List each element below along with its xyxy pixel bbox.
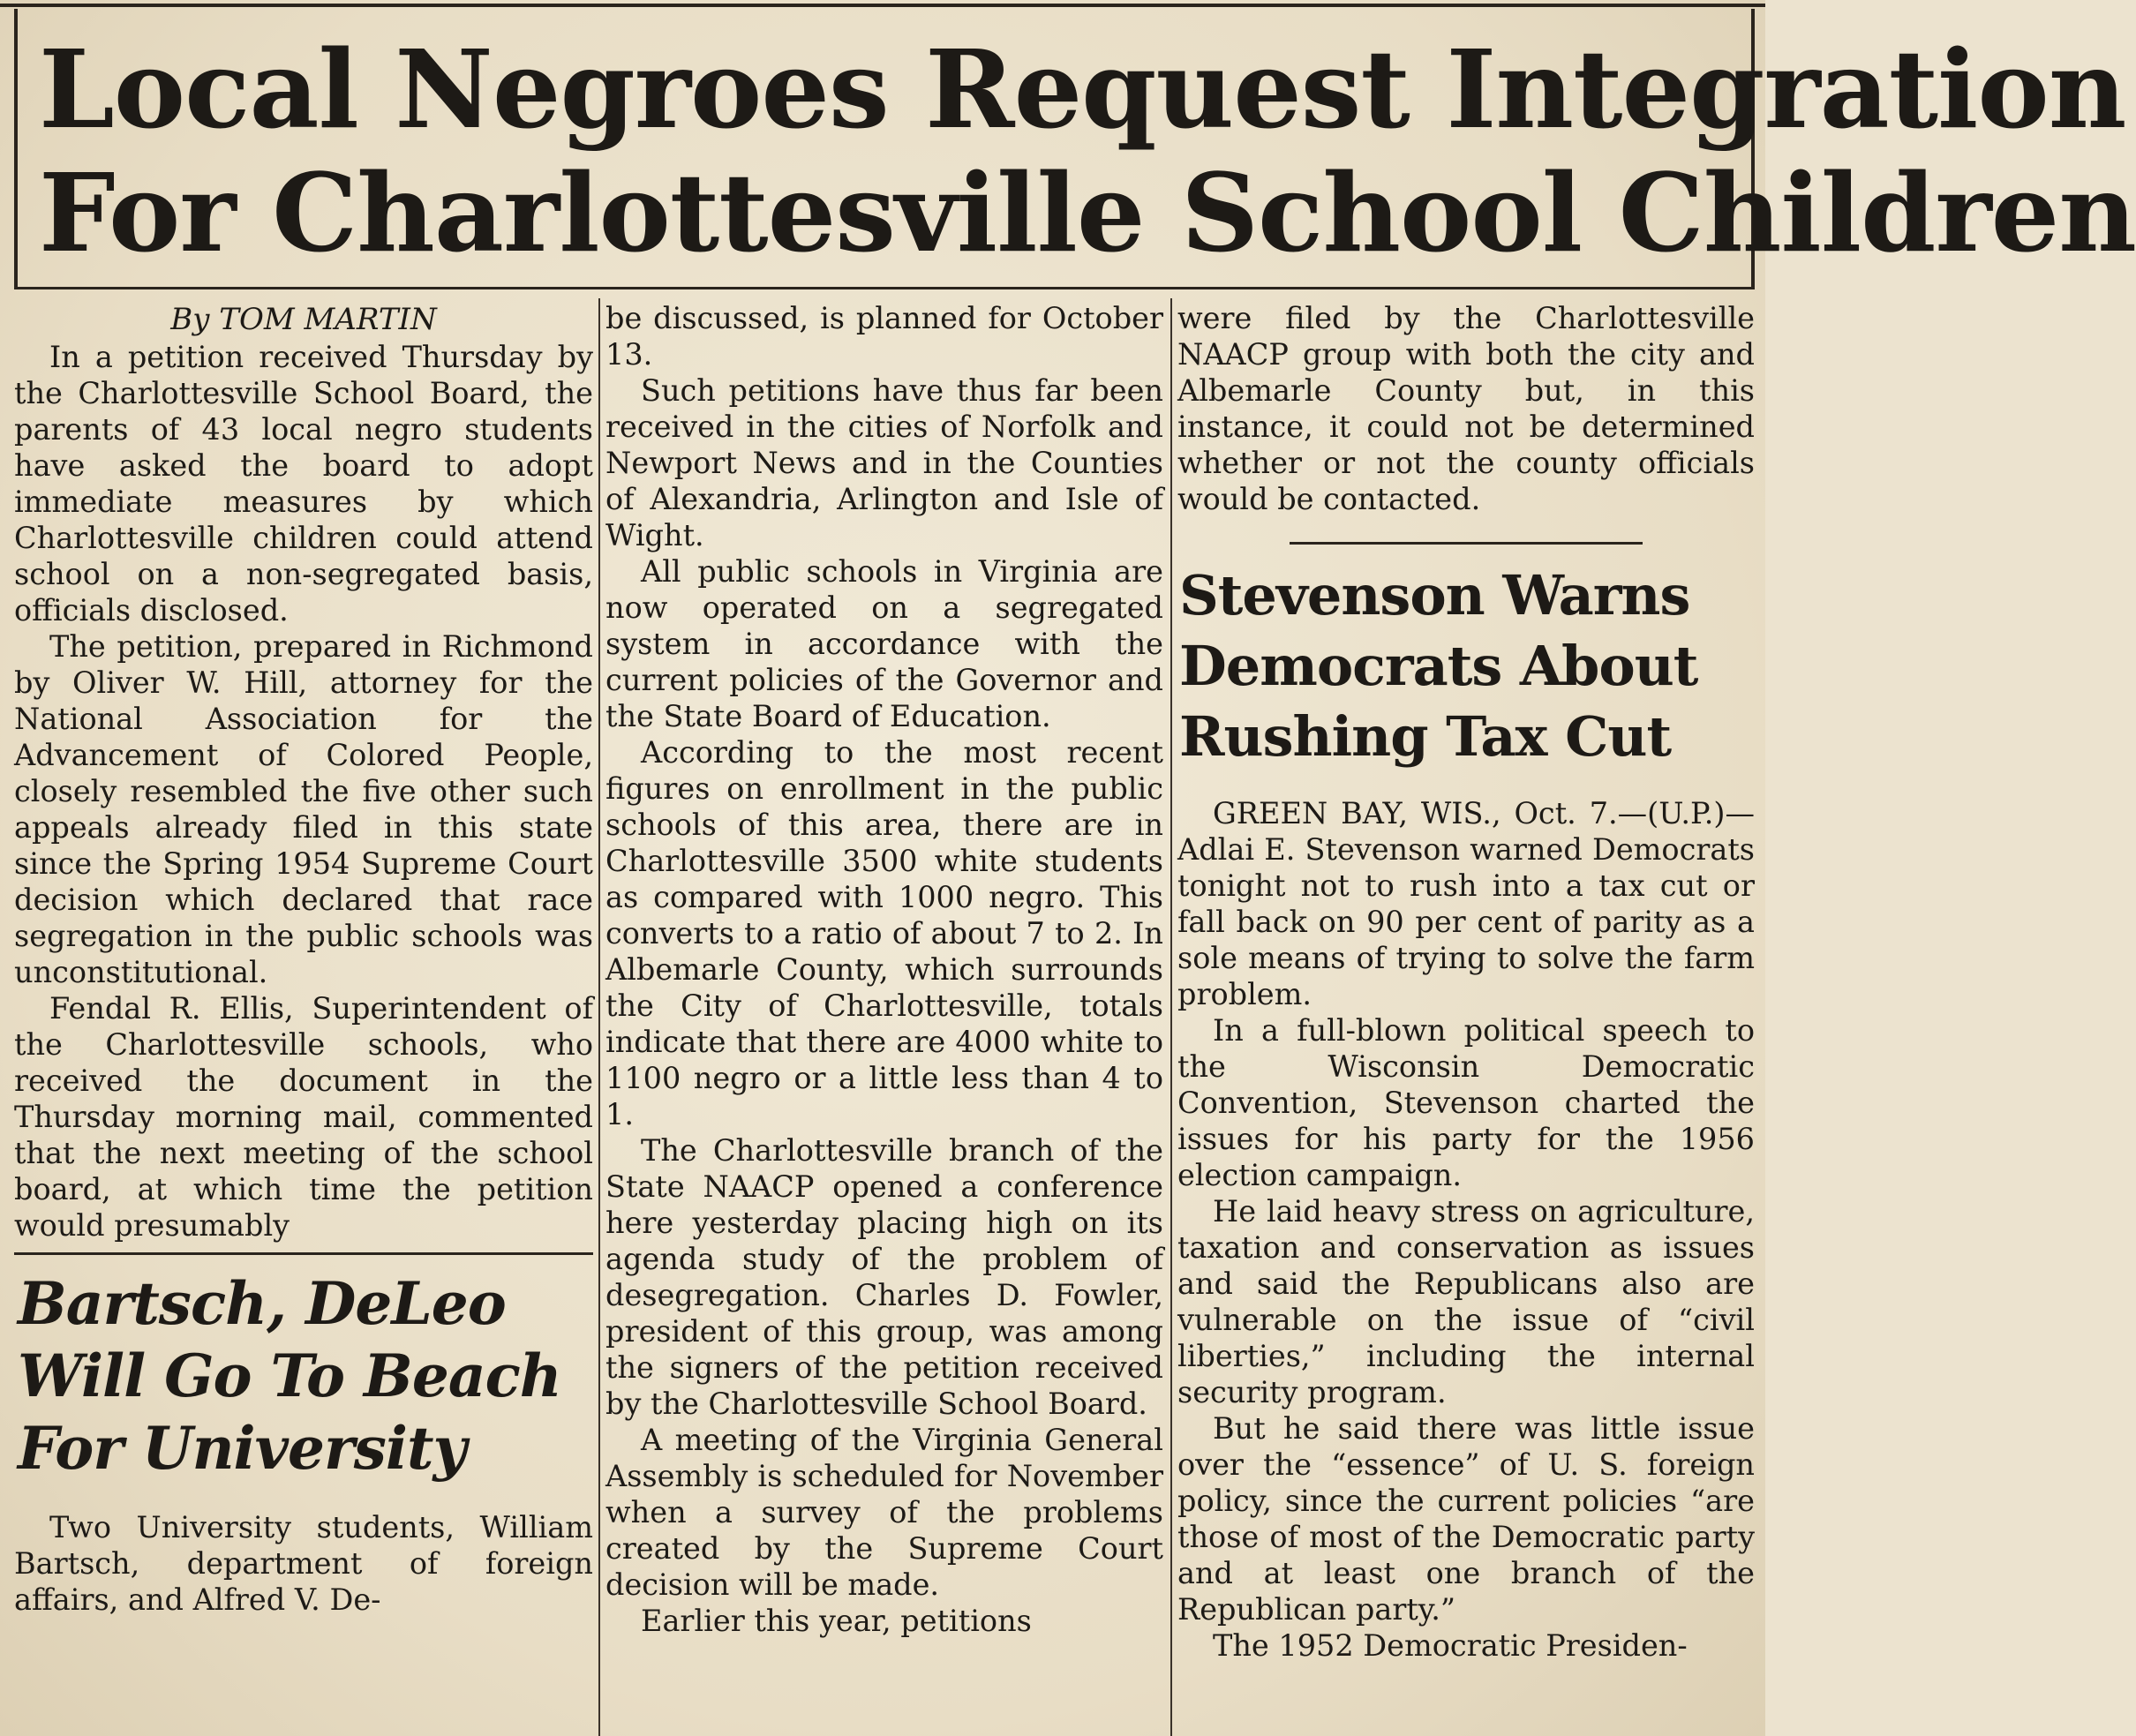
paragraph: were filed by the Charlottesville NAACP group with both the city and Albemarle County but, in this instance, it could not be determined whether or not the county officials would be contacted. — [1177, 301, 1755, 516]
paragraph: Fendal R. Ellis, Superintendent of the Charlottesville schools, who received the document in the Thursday morning mail, commented that the next meeting of the school board, at which time the petition would presumably — [14, 991, 593, 1243]
beach-headline: Bartsch, DeLeo Will Go To Beach For University — [18, 1269, 561, 1483]
paragraph: A meeting of the Virginia General Assembly is scheduled for November when a survey of the problems created by the Supreme Court decision will be made. — [605, 1423, 1163, 1602]
headline-line-2: For Charlottesville School Children — [39, 149, 2136, 276]
section-rule — [1290, 542, 1643, 545]
paragraph: Two University students, William Bartsch, department of foreign affairs, and Alfred V. De- — [14, 1510, 593, 1617]
paragraph: But he said there was little issue over the “essence” of U. S. foreign policy, since the current policies “are those of most of the Democratic party and at least one branch of the Republican party.” — [1177, 1411, 1755, 1627]
paragraph: The 1952 Democratic Presiden- — [1213, 1628, 1688, 1663]
paragraph: Such petitions have thus far been received in the cities of Norfolk and Newport News and in the Counties of Alexandria, Arlington and Isle of Wight. — [605, 373, 1163, 552]
paragraph: The petition, prepared in Richmond by Oliver W. Hill, attorney for the National Association for the Advancement of Colored People, closely resembled the five other such appeals already filed in this state since the Spring 1954 Supreme Court decision which declared that race segregation in the public schools was unconstitutional. — [14, 629, 593, 989]
headline-line-1: Local Negroes Request Integration — [39, 26, 2126, 153]
column-divider-2 — [1170, 298, 1172, 1736]
paragraph: All public schools in Virginia are now operated on a segregated system in accordance with the current policies of the Governor and the State Board of Education. — [605, 554, 1163, 733]
paragraph: According to the most recent figures on enrollment in the public schools of this area, there are in Charlottesville 3500 white students as compared with 1000 negro. This converts to a ratio of about 7 to 2. In Albemarle County, which surrounds the City of Charlottesville, totals indicate that there are 4000 white to 1100 negro or a little less than 4 to 1. — [605, 735, 1163, 1131]
column-divider-1 — [598, 298, 600, 1736]
section-rule — [14, 1252, 593, 1255]
paragraph: In a full-blown political speech to the Wisconsin Democratic Convention, Stevenson charted the issues for his party for the 1956 election campaign. — [1177, 1013, 1755, 1192]
paragraph: be discussed, is planned for October 13. — [605, 301, 1163, 372]
column-1 — [14, 300, 593, 1736]
paragraph: Earlier this year, petitions — [641, 1604, 1032, 1638]
stevenson-headline: Stevenson Warns Democrats About Rushing Tax Cut — [1179, 563, 1698, 769]
column-3 — [1177, 300, 1755, 1736]
byline: By TOM MARTIN — [170, 302, 437, 337]
paragraph: The Charlottesville branch of the State NAACP opened a conference here yesterday placing high on its agenda study of the problem of desegregation. Charles D. Fowler, president of this group, was among the signers of the petition received by the Charlottesville School Board. — [605, 1133, 1163, 1421]
column-2 — [605, 300, 1163, 1736]
paragraph: In a petition received Thursday by the Charlottesville School Board, the parents of 43 local negro students have asked the board to adopt immediate measures by which Charlottesville children could attend school on a non-segregated basis, officials disclosed. — [14, 340, 593, 628]
top-rule — [0, 4, 1765, 7]
main-headline — [14, 9, 2136, 289]
paragraph: He laid heavy stress on agriculture, taxation and conservation as issues and said the Republicans also are vulnerable on the issue of “civil liberties,” including the internal security program. — [1177, 1194, 1755, 1409]
paragraph: GREEN BAY, WIS., Oct. 7.—(U.P.)—Adlai E. Stevenson warned Democrats tonight not to rush into a tax cut or fall back on 90 per cent of parity as a sole means of trying to solve the farm problem. — [1177, 796, 1755, 1011]
